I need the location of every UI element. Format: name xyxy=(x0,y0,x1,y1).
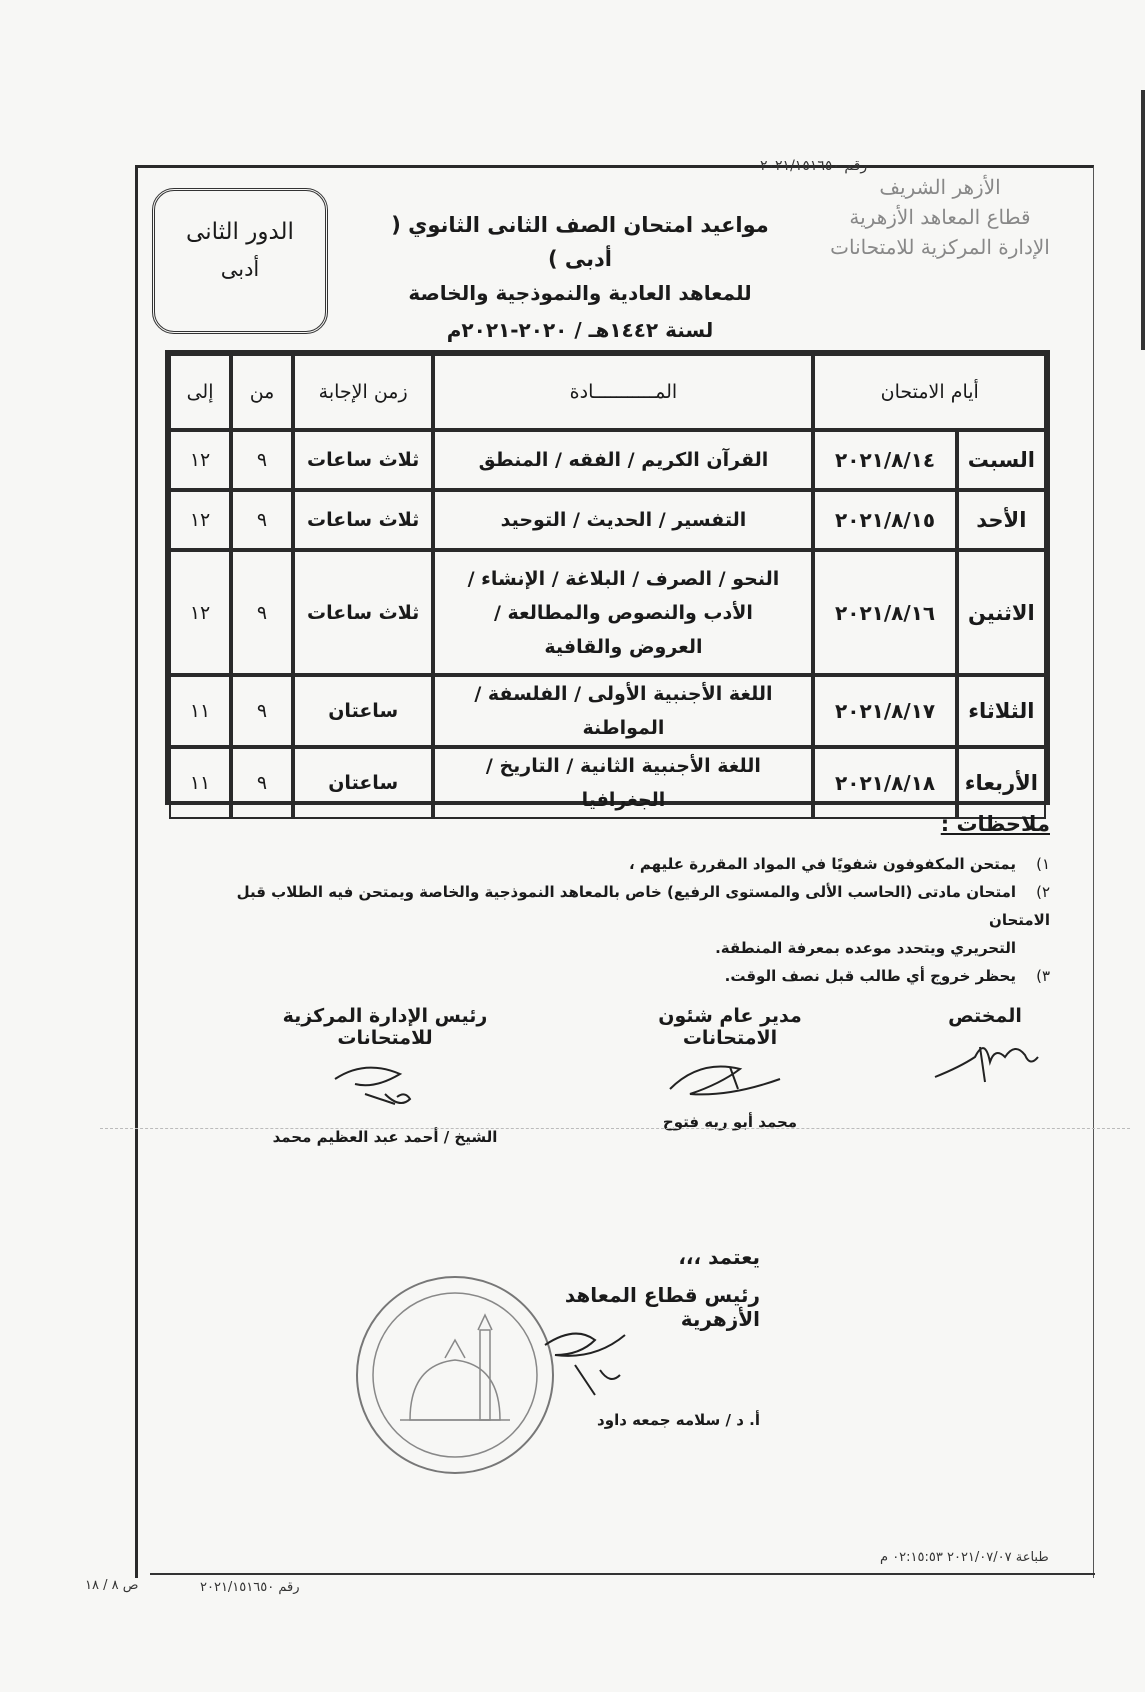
title-line-2: للمعاهد العادية والنموذجية والخاصة xyxy=(408,281,752,305)
page-number: ص ٨ / ١٨ xyxy=(85,1578,139,1593)
note-item xyxy=(230,878,1050,962)
document-title xyxy=(380,208,780,350)
notes-title: ملاحظات : xyxy=(940,812,1050,836)
page-edge xyxy=(1141,90,1145,350)
title-line-3: لسنة ١٤٤٢هـ / ٢٠٢٠-٢٠٢١م xyxy=(446,318,714,342)
note-item xyxy=(230,962,1050,990)
ministry-line-2: قطاع المعاهد الأزهرية xyxy=(849,205,1031,229)
cell-from: ٩ xyxy=(231,550,293,675)
cell-duration: ثلاث ساعات xyxy=(293,430,433,490)
note-number: ٢) xyxy=(1036,883,1050,901)
cell-from: ٩ xyxy=(231,675,293,747)
header-days: أيام الامتحان xyxy=(813,354,1046,430)
cell-from: ٩ xyxy=(231,430,293,490)
approval-name: أ. د / سلامه جمعه داود xyxy=(597,1411,760,1429)
approval-label: يعتمد ،،، xyxy=(678,1245,760,1269)
cell-day: الاثنين xyxy=(957,550,1046,675)
cell-subject: القرآن الكريم / الفقه / المنطق xyxy=(433,430,813,490)
ministry-header xyxy=(815,172,1065,262)
note-text: امتحان مادتى (الحاسب الألى والمستوى الرفيع) خاص بالمعاهد النموذجية والخاصة ويمتحن فيه الطلاب قبل الامتحان xyxy=(236,883,1050,929)
footer-doc-number: رقم ٢٠٢١/١٥١٦٥٠ xyxy=(200,1580,300,1595)
table-header-row xyxy=(169,354,1046,430)
cell-to: ١٢ xyxy=(169,490,231,550)
table-row xyxy=(169,747,1046,819)
title-line-1: مواعيد امتحان الصف الثانى الثانوي ( أدبى ) xyxy=(391,213,769,271)
specialist-title: المختص xyxy=(948,1005,1022,1027)
notes-section xyxy=(230,812,1050,990)
cell-day: الأحد xyxy=(957,490,1046,550)
cell-duration: ثلاث ساعات xyxy=(293,550,433,675)
cell-subject xyxy=(433,550,813,675)
signature-exams-manager xyxy=(610,1005,850,1131)
cell-subject: اللغة الأجنبية الثانية / التاريخ / الجغرافيا xyxy=(433,747,813,819)
footer-rule xyxy=(150,1573,1095,1575)
header-to: إلى xyxy=(169,354,231,430)
table-row xyxy=(169,550,1046,675)
table-row xyxy=(169,430,1046,490)
exam-round-box xyxy=(152,188,328,334)
handwritten-signature-icon xyxy=(660,1049,800,1109)
cell-to: ١١ xyxy=(169,747,231,819)
header-subject: المـــــــــــادة xyxy=(433,354,813,430)
exams-manager-title: مدير عام شئون الامتحانات xyxy=(658,1005,802,1049)
cell-duration: ثلاث ساعات xyxy=(293,490,433,550)
header-duration: زمن الإجابة xyxy=(293,354,433,430)
cell-day: الثلاثاء xyxy=(957,675,1046,747)
cell-date: ٢٠٢١/٨/١٧ xyxy=(813,675,956,747)
print-timestamp: طباعة ٢٠٢١/٠٧/٠٧ ٠٢:١٥:٥٣ م xyxy=(880,1550,1049,1565)
note-item xyxy=(230,850,1050,878)
handwritten-signature-icon xyxy=(535,1315,655,1405)
cell-subject: التفسير / الحديث / التوحيد xyxy=(433,490,813,550)
cell-to: ١٢ xyxy=(169,550,231,675)
divider xyxy=(100,1128,1130,1129)
cell-date: ٢٠٢١/٨/١٦ xyxy=(813,550,956,675)
cell-to: ١١ xyxy=(169,675,231,747)
subject-line: العروض والقافية xyxy=(544,635,703,658)
signature-specialist xyxy=(930,1005,1040,1091)
approval-title: رئيس قطاع المعاهد الأزهرية xyxy=(564,1283,760,1331)
cell-subject: اللغة الأجنبية الأولى / الفلسفة / المواطنة xyxy=(433,675,813,747)
note-continuation: التحريري ويتحدد موعده بمعرفة المنطقة. xyxy=(715,939,1016,957)
header-from: من xyxy=(231,354,293,430)
cell-date: ٢٠٢١/٨/١٨ xyxy=(813,747,956,819)
cell-day: الأربعاء xyxy=(957,747,1046,819)
cell-day: السبت xyxy=(957,430,1046,490)
handwritten-signature-icon xyxy=(305,1049,465,1124)
signature-central-head xyxy=(235,1005,535,1146)
subject-line: النحو / الصرف / البلاغة / الإنشاء / xyxy=(467,567,780,590)
handwritten-signature-icon xyxy=(930,1027,1040,1087)
track-label: أدبى xyxy=(220,257,260,281)
cell-from: ٩ xyxy=(231,747,293,819)
cell-to: ١٢ xyxy=(169,430,231,490)
cell-duration: ساعتان xyxy=(293,747,433,819)
central-head-name: الشيخ / أحمد عبد العظيم محمد xyxy=(272,1128,498,1146)
table-row xyxy=(169,675,1046,747)
central-head-title: رئيس الإدارة المركزية للامتحانات xyxy=(282,1005,488,1049)
ministry-line-3: الإدارة المركزية للامتحانات xyxy=(830,235,1050,259)
doc-number-top: رقم ٢٠٢١/١٥١٦٥٠ xyxy=(760,158,868,174)
cell-duration: ساعتان xyxy=(293,675,433,747)
note-text: يحظر خروج أي طالب قبل نصف الوقت. xyxy=(724,967,1016,985)
note-text: يمتحن المكفوفون شفويًا في المواد المقررة عليهم ، xyxy=(628,855,1016,873)
cell-date: ٢٠٢١/٨/١٤ xyxy=(813,430,956,490)
note-number: ١) xyxy=(1036,855,1050,873)
round-label: الدور الثانى xyxy=(186,219,294,245)
exam-schedule-table xyxy=(165,350,1050,811)
note-number: ٣) xyxy=(1036,967,1050,985)
subject-line: الأدب والنصوص والمطالعة / xyxy=(493,601,753,624)
table-row xyxy=(169,490,1046,550)
cell-date: ٢٠٢١/٨/١٥ xyxy=(813,490,956,550)
cell-from: ٩ xyxy=(231,490,293,550)
ministry-line-1: الأزهر الشريف xyxy=(879,175,1001,199)
exams-manager-name: محمد أبو ريه فتوح xyxy=(662,1113,798,1131)
